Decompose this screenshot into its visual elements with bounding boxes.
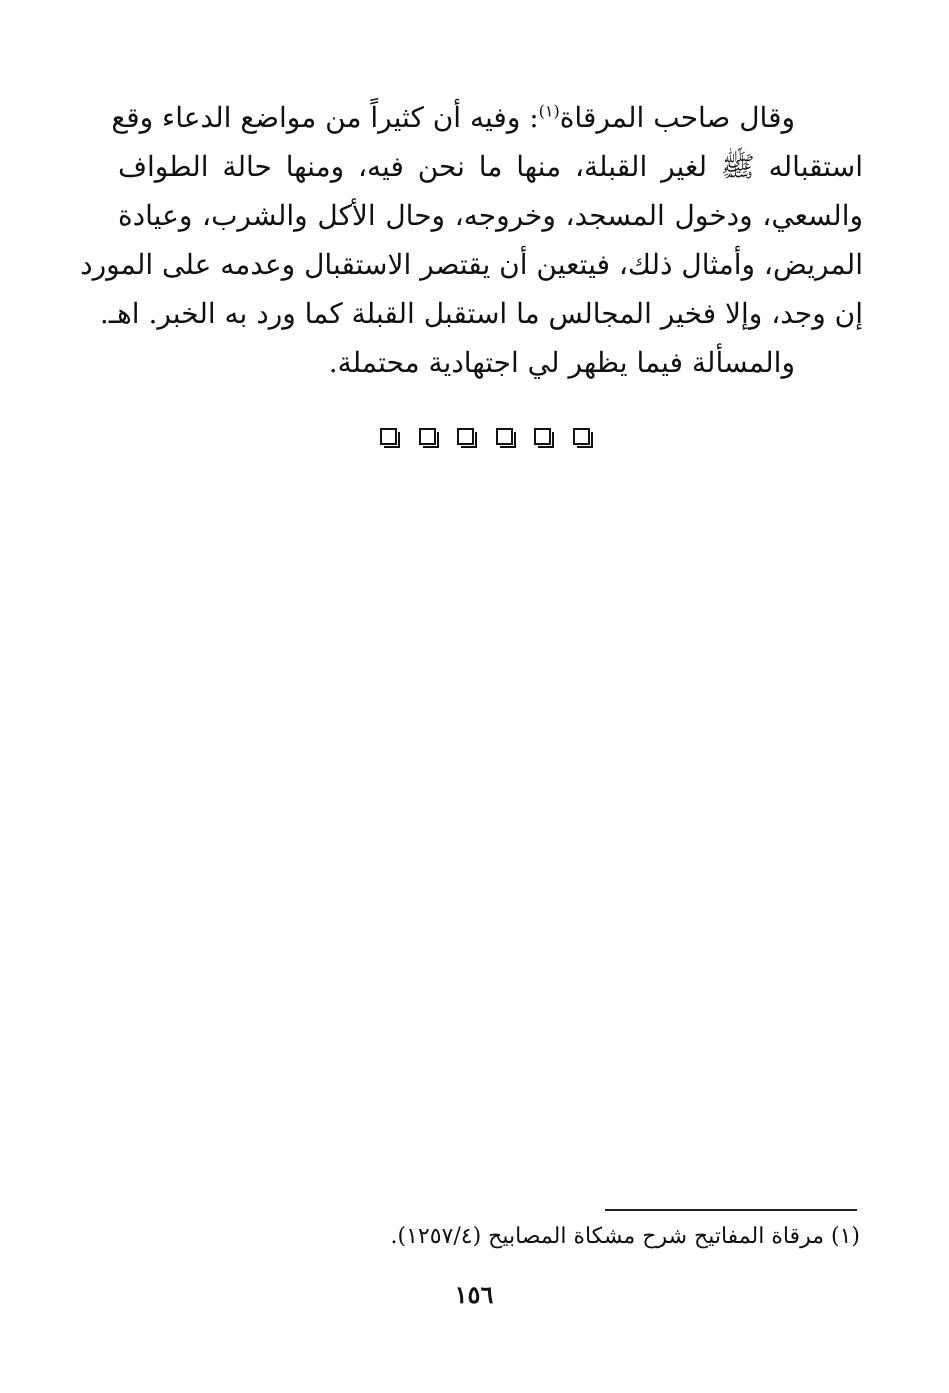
text-line-4: المريض، وأمثال ذلك، فيتعين أن يقتصر الاستقبال وعدمه على المورد	[80, 248, 863, 281]
section-separator	[380, 428, 590, 450]
separator-box-icon	[380, 428, 397, 445]
text-segment: وقال صاحب المرقاة	[559, 101, 795, 134]
text-line-3: والسعي، ودخول المسجد، وخروجه، وحال الأكل والشرب، وعيادة	[118, 199, 863, 232]
text-segment: : وفيه أن كثيراً من مواضع الدعاء وقع	[111, 101, 539, 134]
text-line-1	[111, 93, 863, 142]
text-line-6: والمسألة فيما يظهر لي اجتهادية محتملة.	[328, 346, 795, 379]
footnote-divider	[605, 1209, 857, 1211]
text-line-5: إن وجد، وإلا فخير المجالس ما استقبل القبلة كما ورد به الخبر. اهـ.	[99, 297, 863, 330]
separator-box-icon	[419, 428, 436, 445]
text-line-2: استقباله ﷺ لغير القبلة، منها ما نحن فيه، ومنها حالة الطواف	[118, 150, 863, 183]
main-text	[80, 93, 863, 387]
footnote-marker[interactable]: (١)	[538, 101, 560, 121]
footnote: (١) مرقاة المفاتيح شرح مشكاة المصابيح (١٢٥٧/٤).	[390, 1224, 860, 1249]
separator-box-icon	[496, 428, 513, 445]
separator-box-icon	[457, 428, 474, 445]
separator-box-icon	[534, 428, 551, 445]
page-number: ١٥٦	[454, 1280, 494, 1309]
separator-box-icon	[573, 428, 590, 445]
